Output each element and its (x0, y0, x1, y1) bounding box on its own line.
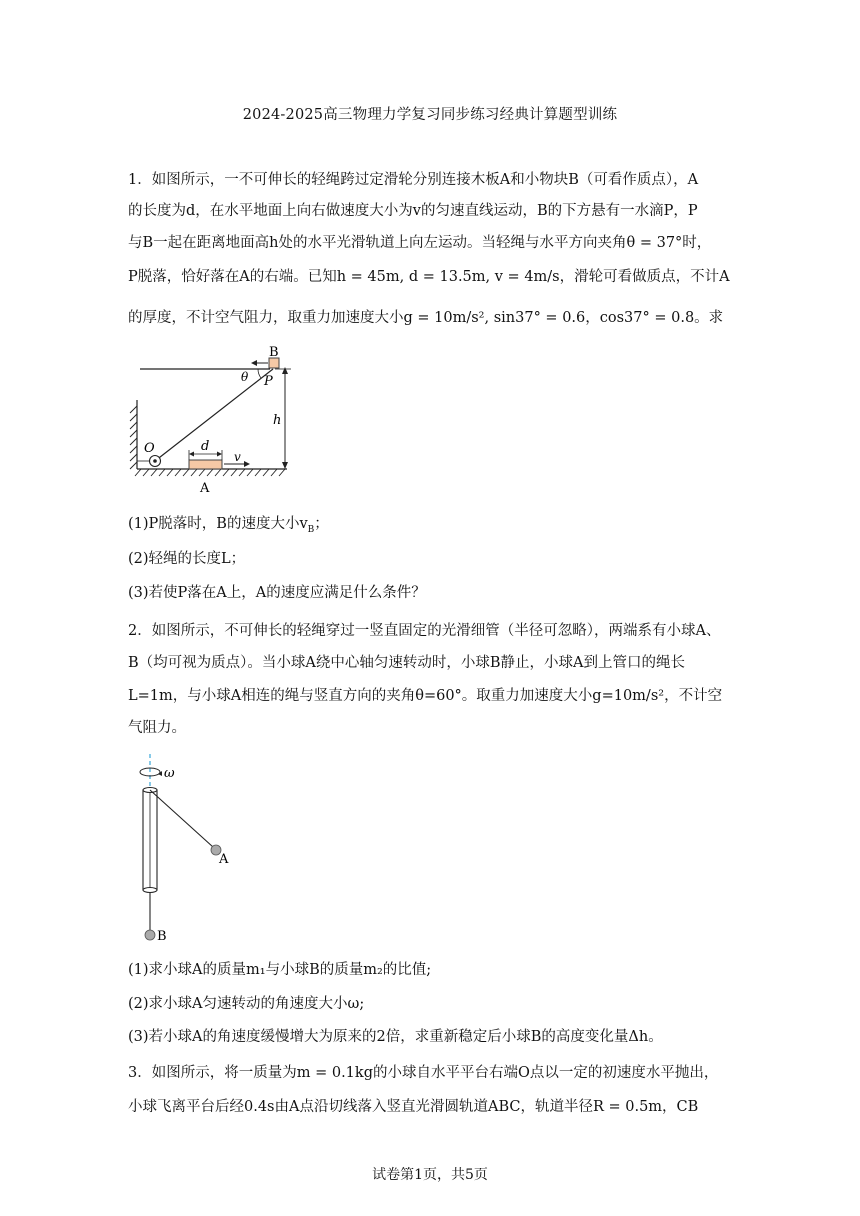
problem-1-question-2: (2)轻绳的长度L； (128, 551, 246, 567)
question-1-end: ； (314, 516, 329, 532)
fig1-label-theta: θ (241, 370, 249, 384)
fig2-label-B: B (157, 929, 167, 944)
page-footer: 试卷第1页，共5页 (372, 1167, 488, 1183)
fig1-label-h: h (273, 413, 282, 428)
problem-1-question-3: (3)若使P落在A上，A的速度应满足什么条件？ (128, 585, 426, 601)
problem-1-line-2: 的长度为d，在水平地面上向右做速度大小为v的匀速直线运动，B的下方悬有一水滴P，P (128, 203, 698, 219)
problem-2-line-4: 气阻力。 (128, 720, 186, 736)
figure-2-tube-diagram (128, 752, 238, 944)
question-1-subscript: B (307, 524, 315, 535)
problem-1-line-3: 与B一起在距离地面高h处的水平光滑轨道上向左运动。当轻绳与水平方向夹角θ = 37°时， (128, 235, 712, 251)
problem-3-line-1: 3．如图所示，将一质量为m = 0.1kg的小球自水平平台右端O点以一定的初速度水平抛出， (128, 1065, 719, 1081)
fig1-label-B: B (269, 345, 279, 360)
problem-2-question-2: (2)求小球A匀速转动的角速度大小ω; (128, 996, 365, 1012)
problem-1-line-4: P脱落，恰好落在A的右端。已知h = 45m, d = 13.5m, v = 4m/s，滑轮可看做质点，不计A (128, 269, 730, 285)
problem-2-question-3: (3)若小球A的角速度缓慢增大为原来的2倍，求重新稳定后小球B的高度变化量Δh。 (128, 1029, 663, 1045)
figure-1-pulley-diagram (125, 340, 305, 500)
page-title: 2024-2025高三物理力学复习同步练习经典计算题型训练 (242, 107, 618, 123)
problem-2-line-2: B（均可视为质点）。当小球A绕中心轴匀速转动时，小球B静止，小球A到上管口的绳长 (128, 655, 686, 671)
fig2-label-A: A (219, 852, 229, 867)
fig2-label-omega: ω (164, 766, 175, 781)
fig1-label-v: v (234, 450, 241, 464)
problem-1-line-5: 的厚度，不计空气阻力，取重力加速度大小g = 10m/s², sin37° = 0.6，cos37° = 0.8。求 (128, 310, 724, 326)
problem-2-line-1: 2．如图所示，不可伸长的轻绳穿过一竖直固定的光滑细管（半径可忽略），两端系有小球A、 (128, 623, 721, 639)
fig1-label-O: O (144, 441, 155, 456)
problem-2-line-3: L=1m，与小球A相连的绳与竖直方向的夹角θ=60°。取重力加速度大小g=10m/s²，不计空 (128, 688, 723, 704)
problem-2-question-1: (1)求小球A的质量m₁与小球B的质量m₂的比值; (128, 962, 432, 978)
problem-3-line-2: 小球飞离平台后经0.4s由A点沿切线落入竖直光滑圆轨道ABC，轨道半径R = 0.5m，CB (128, 1099, 699, 1115)
question-1-text: (1)P脱落时，B的速度大小v (128, 516, 308, 532)
fig1-label-P: P (264, 374, 273, 389)
problem-1-line-1: 1．如图所示，一不可伸长的轻绳跨过定滑轮分别连接木板A和小物块B（可看作质点），A (128, 172, 699, 188)
fig1-label-A: A (200, 481, 210, 496)
problem-1-question-1 (128, 512, 329, 535)
fig1-label-d: d (201, 439, 210, 454)
